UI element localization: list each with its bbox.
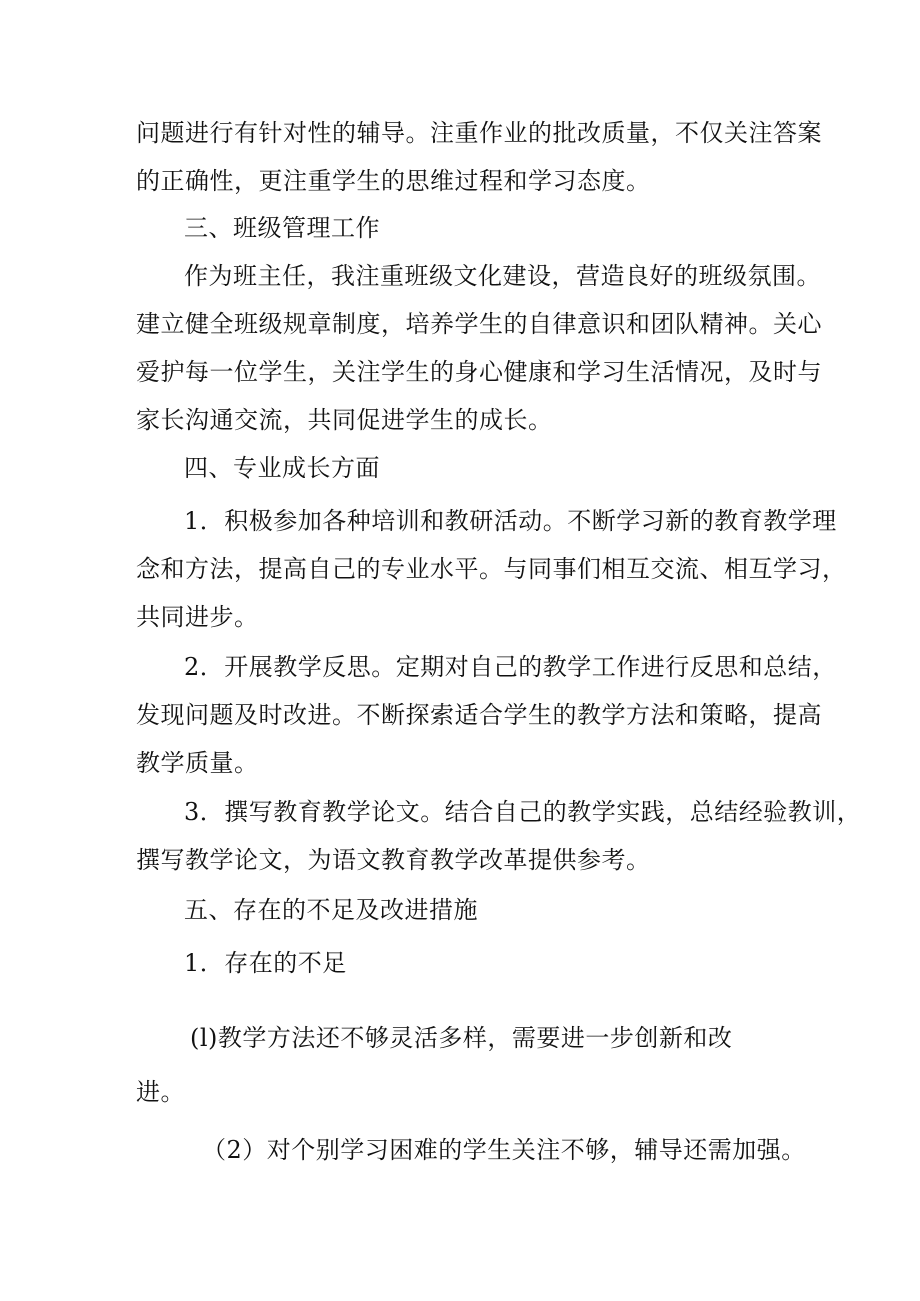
- paragraph-line: 问题进行有针对性的辅导。注重作业的批改质量，不仅关注答案: [136, 119, 822, 147]
- paragraph-line: 共同进步。: [136, 603, 259, 631]
- paragraph-line: 3．撰写教育教学论文。结合自己的教学实践，总结经验教训，: [184, 798, 862, 826]
- section-heading: 三、班级管理工作: [184, 214, 380, 242]
- paragraph-line: 的正确性，更注重学生的思维过程和学习态度。: [136, 167, 651, 195]
- paragraph-line: 1．积极参加各种培训和教研活动。不断学习新的教育教学理: [184, 507, 837, 535]
- list-item: 进。: [136, 1078, 185, 1106]
- paragraph-line: 教学质量。: [136, 749, 259, 777]
- paragraph-line: 念和方法，提高自己的专业水平。与同事们相互交流、相互学习，: [136, 555, 847, 583]
- list-item: (l)教学方法还不够灵活多样，需要进一步创新和改: [190, 1024, 733, 1052]
- subsection-heading: 1．存在的不足: [184, 949, 347, 977]
- paragraph-line: 发现问题及时改进。不断探索适合学生的教学方法和策略，提高: [136, 701, 822, 729]
- section-heading: 五、存在的不足及改进措施: [184, 896, 478, 924]
- paragraph-line: 爱护每一位学生，关注学生的身心健康和学习生活情况，及时与: [136, 358, 822, 386]
- paragraph-line: 建立健全班级规章制度，培养学生的自律意识和团队精神。关心: [136, 310, 822, 338]
- section-heading: 四、专业成长方面: [184, 454, 380, 482]
- paragraph-line: 家长沟通交流，共同促进学生的成长。: [136, 406, 553, 434]
- paragraph-line: 2．开展教学反思。定期对自己的教学工作进行反思和总结，: [184, 653, 837, 681]
- paragraph-line: 撰写教学论文，为语文教育教学改革提供参考。: [136, 846, 651, 874]
- list-item: （2）对个别学习困难的学生关注不够，辅导还需加强。: [202, 1136, 806, 1164]
- paragraph-line: 作为班主任，我注重班级文化建设，营造良好的班级氛围。: [184, 262, 821, 290]
